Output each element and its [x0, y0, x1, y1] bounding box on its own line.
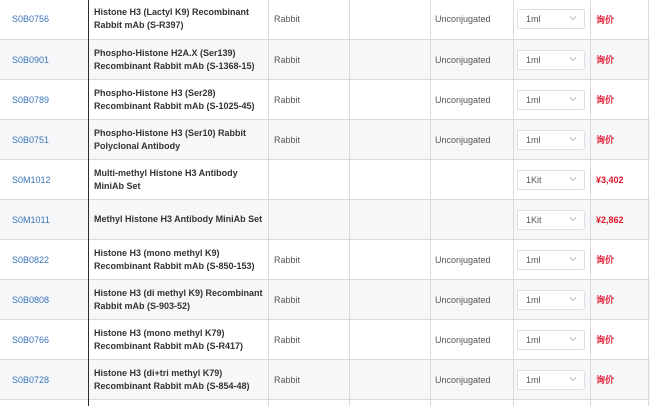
product-code-link[interactable]: S0B0751	[12, 134, 50, 145]
size-cell	[517, 0, 587, 39]
column-divider	[590, 0, 591, 406]
host-species: Rabbit	[274, 134, 301, 145]
size-select-value: 1Kit	[526, 174, 542, 185]
table-row	[0, 120, 650, 160]
host-species: Rabbit	[274, 94, 301, 105]
host-species: Rabbit	[274, 294, 301, 305]
column-divider	[648, 0, 649, 406]
host-species	[274, 160, 348, 199]
chevron-down-icon	[569, 295, 577, 303]
product-name: Multi-methyl Histone H3 Antibody MiniAb Set	[94, 167, 238, 191]
column-divider	[268, 0, 269, 406]
column-divider	[349, 0, 350, 406]
size-cell	[517, 240, 587, 279]
conjugation: Unconjugated	[435, 294, 491, 305]
size-cell	[517, 360, 587, 399]
size-cell	[517, 200, 587, 239]
table-row	[0, 0, 650, 40]
size-select-value: 1ml	[526, 294, 541, 305]
size-select[interactable]	[517, 50, 585, 70]
size-cell	[517, 40, 587, 79]
table-row	[0, 200, 650, 240]
chevron-down-icon	[569, 335, 577, 343]
host-species: Rabbit	[274, 54, 301, 65]
host-species	[274, 200, 348, 239]
chevron-down-icon	[569, 175, 577, 183]
product-code-link[interactable]: S0B0789	[12, 94, 50, 105]
host-species: Rabbit	[274, 374, 301, 385]
price: 询价	[596, 135, 615, 145]
price: ¥3,402	[596, 174, 624, 185]
product-code-link[interactable]: S0B0822	[12, 254, 50, 265]
size-select-value: 1ml	[526, 94, 541, 105]
conjugation: Unconjugated	[435, 14, 491, 24]
table-row	[0, 240, 650, 280]
product-code-link[interactable]: S0B0728	[12, 374, 50, 385]
conjugation: Unconjugated	[435, 254, 491, 265]
price: 询价	[596, 255, 615, 265]
conjugation: Unconjugated	[435, 134, 491, 145]
size-select-value: 1ml	[526, 254, 541, 265]
size-select-value: 1ml	[526, 14, 541, 24]
host-species: Rabbit	[274, 254, 301, 265]
size-select-value: 1ml	[526, 54, 541, 65]
size-select[interactable]	[517, 90, 585, 110]
price: ¥2,862	[596, 214, 624, 225]
column-divider	[513, 0, 514, 406]
conjugation	[435, 160, 515, 199]
product-code-link[interactable]: S0B0766	[12, 334, 50, 345]
chevron-down-icon	[569, 135, 577, 143]
column-divider	[88, 0, 89, 406]
table-row	[0, 360, 650, 400]
conjugation: Unconjugated	[435, 374, 491, 385]
conjugation: Unconjugated	[435, 334, 491, 345]
product-name: Histone H3 (mono methyl K9) Recombinant Rabbit mAb (S-850-153)	[94, 247, 255, 271]
chevron-down-icon	[569, 375, 577, 383]
conjugation: Unconjugated	[435, 94, 491, 105]
size-cell	[517, 320, 587, 359]
size-select-value: 1Kit	[526, 214, 542, 225]
table-row	[0, 80, 650, 120]
product-code-link[interactable]: S0B0756	[12, 14, 50, 24]
price: 询价	[596, 95, 615, 105]
size-cell	[517, 120, 587, 159]
chevron-down-icon	[569, 55, 577, 63]
size-select[interactable]	[517, 9, 585, 29]
product-name: Phospho-Histone H3 (Ser28) Recombinant Rabbit mAb (S-1025-45)	[94, 87, 255, 111]
size-select[interactable]	[517, 290, 585, 310]
size-select[interactable]	[517, 210, 585, 230]
product-name: Methyl Histone H3 Antibody MiniAb Set	[94, 214, 263, 224]
chevron-down-icon	[569, 95, 577, 103]
size-cell	[517, 80, 587, 119]
size-cell	[517, 280, 587, 319]
product-name: Phospho-Histone H2A.X (Ser139) Recombinant Rabbit mAb (S-1368-15)	[94, 47, 255, 71]
product-code-link[interactable]: S0M1012	[12, 174, 51, 185]
product-code-link[interactable]: S0M1011	[12, 214, 50, 225]
product-name: Histone H3 (mono methyl K79) Recombinant Rabbit mAb (S-R417)	[94, 327, 244, 351]
product-code-link[interactable]: S0B0808	[12, 294, 50, 305]
price: 询价	[596, 375, 615, 385]
table-row	[0, 280, 650, 320]
host-species: Rabbit	[274, 14, 301, 24]
price: 询价	[596, 14, 615, 25]
product-name: Histone H3 (di methyl K9) Recombinant Rabbit mAb (S-903-52)	[94, 287, 263, 311]
product-name: Histone H3 (di+tri methyl K79) Recombinant Rabbit mAb (S-854-48)	[94, 367, 250, 391]
product-code-link[interactable]: S0B0901	[12, 54, 50, 65]
size-select[interactable]	[517, 250, 585, 270]
chevron-down-icon	[569, 215, 577, 223]
chevron-down-icon	[569, 14, 577, 22]
product-name: Histone H3 (Lactyl K9) Recombinant Rabbit mAb (S-R397)	[94, 7, 250, 30]
size-select[interactable]	[517, 370, 585, 390]
size-cell	[517, 160, 587, 199]
price: 询价	[596, 335, 615, 345]
size-select[interactable]	[517, 330, 585, 350]
table-row	[0, 160, 650, 200]
size-select-value: 1ml	[526, 134, 541, 145]
size-select-value: 1ml	[526, 334, 541, 345]
table-row	[0, 40, 650, 80]
conjugation: Unconjugated	[435, 54, 491, 65]
table-row	[0, 320, 650, 360]
size-select-value: 1ml	[526, 374, 541, 385]
price: 询价	[596, 55, 615, 65]
column-divider	[430, 0, 431, 406]
product-name: Phospho-Histone H3 (Ser10) Rabbit Polyclonal Antibody	[94, 127, 247, 151]
chevron-down-icon	[569, 255, 577, 263]
price: 询价	[596, 295, 615, 305]
conjugation	[435, 200, 515, 239]
size-select[interactable]	[517, 170, 585, 190]
host-species: Rabbit	[274, 334, 301, 345]
size-select[interactable]	[517, 130, 585, 150]
